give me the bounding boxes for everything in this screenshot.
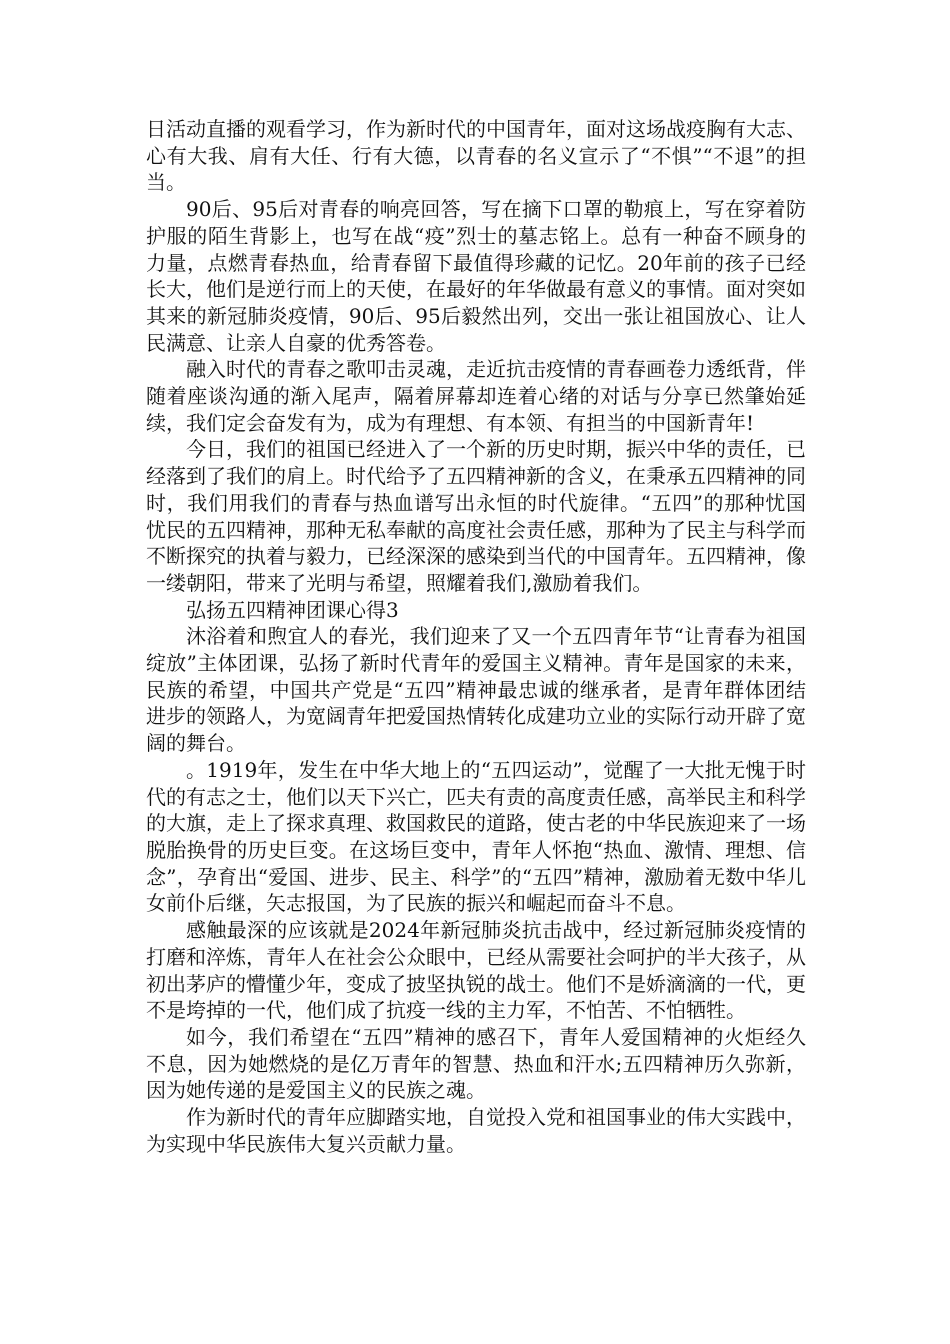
paragraph: 90后、95后对青春的响亮回答，写在摘下口罩的勒痕上，写在穿着防护服的陌生背影上，也写在战“疫”烈士的墓志铭上。总有一种奋不顾身的力量，点燃青春热血，给青春留下最值得珍藏的记忆。20年前的孩子已经长大，他们是逆行而上的天使，在最好的年华做最有意义的事情。面对突如其来的新冠肺炎疫情，90后、95后毅然出列，交出一张让祖国放心、让人民满意、让亲人自豪的优秀答卷。 (146, 197, 806, 355)
paragraph: 。1919年，发生在中华大地上的“五四运动”，觉醒了一大批无愧于时代的有志之士，他们以天下兴亡，匹夫有责的高度责任感，高举民主和科学的大旗，走上了探求真理、救国救民的道路，使古老的中华民族迎来了一场脱胎换骨的历史巨变。在这场巨变中，青年人怀抱“热血、激情、理想、信念”，孕育出“爱国、进步、民主、科学”的“五四”精神，激励着无数中华儿女前仆后继，矢志报国，为了民族的振兴和崛起而奋斗不息。 (146, 757, 806, 916)
paragraph: 融入时代的青春之歌叩击灵魂，走近抗击疫情的青春画卷力透纸背，伴随着座谈沟通的渐入尾声，隔着屏幕却连着心绪的对话与分享已然肇始延续，我们定会奋发有为，成为有理想、有本领、有担当的中国新青年! (146, 357, 806, 435)
paragraph: 作为新时代的青年应脚踏实地，自觉投入党和祖国事业的伟大实践中，为实现中华民族伟大复兴贡献力量。 (146, 1105, 806, 1156)
document-body (146, 116, 806, 1157)
paragraph: 感触最深的应该就是2024年新冠肺炎抗击战中，经过新冠肺炎疫情的打磨和淬炼，青年人在社会公众眼中，已经从需要社会呵护的半大孩子，从初出茅庐的懵懂少年，变成了披坚执锐的战士。他们不是娇滴滴的一代，更不是垮掉的一代，他们成了抗疫一线的主力军，不怕苦、不怕牺牲。 (146, 918, 806, 1023)
paragraph: 今日，我们的祖国已经进入了一个新的历史时期，振兴中华的责任，已经落到了我们的肩上。时代给予了五四精神新的含义，在秉承五四精神的同时，我们用我们的青春与热血谱写出永恒的时代旋律。“五四”的那种忧国忧民的五四精神，那种无私奉献的高度社会责任感，那种为了民主与科学而不断探究的执着与毅力，已经深深的感染到当代的中国青年。五四精神，像一缕朝阳，带来了光明与希望，照耀着我们,激励着我们。 (146, 437, 806, 595)
paragraph: 如今，我们希望在“五四”精神的感召下，青年人爱国精神的火炬经久不息，因为她燃烧的是亿万青年的智慧、热血和汗水;五四精神历久弥新，因为她传递的是爱国主义的民族之魂。 (146, 1024, 806, 1103)
section-heading: 弘扬五四精神团课心得3 (186, 597, 399, 622)
paragraph-continuation: 日活动直播的观看学习，作为新时代的中国青年，面对这场战疫胸有大志、心有大我、肩有大任、行有大德，以青春的名义宣示了“不惧”“不退”的担当。 (146, 117, 806, 195)
paragraph: 沐浴着和煦宜人的春光，我们迎来了又一个五四青年节“让青春为祖国绽放”主体团课，弘扬了新时代青年的爱国主义精神。青年是国家的未来，民族的希望，中国共产党是“五四”精神最忠诚的继承者，是青年群体团结进步的领路人，为宽阔青年把爱国热情转化成建功立业的实际行动开辟了宽阔的舞台。 (146, 624, 806, 756)
